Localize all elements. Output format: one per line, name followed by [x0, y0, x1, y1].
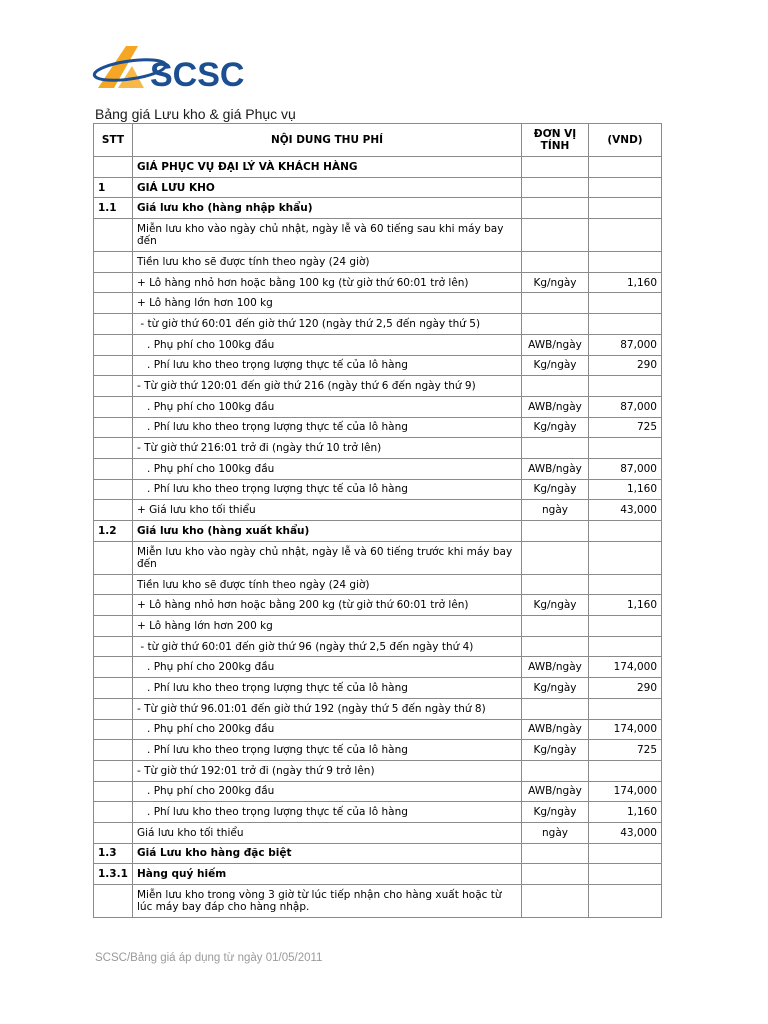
- table-row: [94, 885, 662, 918]
- cell-price: 43,000: [589, 500, 662, 521]
- cell-unit: [522, 293, 589, 314]
- table-row: [94, 252, 662, 273]
- cell-price: [589, 376, 662, 397]
- cell-stt: 1.2: [94, 521, 133, 542]
- cell-stt: [94, 479, 133, 500]
- cell-stt: 1.3: [94, 843, 133, 864]
- scsc-logo: [92, 44, 272, 96]
- cell-unit: Kg/ngày: [522, 355, 589, 376]
- cell-stt: [94, 595, 133, 616]
- cell-content: . Phí lưu kho theo trọng lượng thực tế của lô hàng: [133, 417, 522, 438]
- cell-stt: [94, 334, 133, 355]
- table-row: [94, 314, 662, 335]
- cell-unit: [522, 157, 589, 178]
- cell-unit: [522, 438, 589, 459]
- cell-content: + Lô hàng lớn hơn 200 kg: [133, 616, 522, 637]
- cell-unit: AWB/ngày: [522, 719, 589, 740]
- cell-unit: AWB/ngày: [522, 657, 589, 678]
- cell-price: 174,000: [589, 657, 662, 678]
- cell-stt: [94, 500, 133, 521]
- footer-note: SCSC/Bảng giá áp dụng từ ngày 01/05/2011: [95, 952, 323, 964]
- cell-content: + Lô hàng nhỏ hơn hoặc bằng 200 kg (từ giờ thứ 60:01 trở lên): [133, 595, 522, 616]
- cell-price: 725: [589, 417, 662, 438]
- cell-unit: AWB/ngày: [522, 781, 589, 802]
- cell-price: 1,160: [589, 802, 662, 823]
- logo-text: SCSC: [150, 56, 245, 94]
- cell-content: Miễn lưu kho vào ngày chủ nhật, ngày lễ và 60 tiếng trước khi máy bay đến: [133, 541, 522, 574]
- document-title: Bảng giá Lưu kho & giá Phục vụ: [95, 106, 296, 122]
- cell-stt: [94, 252, 133, 273]
- cell-unit: Kg/ngày: [522, 678, 589, 699]
- cell-unit: [522, 636, 589, 657]
- cell-price: [589, 314, 662, 335]
- cell-price: [589, 636, 662, 657]
- cell-price: 1,160: [589, 272, 662, 293]
- table-row: [94, 760, 662, 781]
- cell-unit: [522, 885, 589, 918]
- cell-price: 174,000: [589, 719, 662, 740]
- cell-price: [589, 698, 662, 719]
- table-row: [94, 595, 662, 616]
- table-row: [94, 376, 662, 397]
- cell-content: . Phí lưu kho theo trọng lượng thực tế của lô hàng: [133, 678, 522, 699]
- cell-price: 43,000: [589, 822, 662, 843]
- table-row: [94, 198, 662, 219]
- cell-unit: [522, 177, 589, 198]
- cell-stt: [94, 760, 133, 781]
- cell-content: - Từ giờ thứ 216:01 trở đi (ngày thứ 10 trở lên): [133, 438, 522, 459]
- cell-stt: [94, 293, 133, 314]
- cell-price: 87,000: [589, 334, 662, 355]
- table-row: [94, 636, 662, 657]
- cell-unit: Kg/ngày: [522, 595, 589, 616]
- cell-stt: [94, 417, 133, 438]
- table-row: [94, 479, 662, 500]
- table-row: [94, 657, 662, 678]
- cell-price: [589, 521, 662, 542]
- cell-unit: [522, 541, 589, 574]
- cell-content: . Phụ phí cho 200kg đầu: [133, 657, 522, 678]
- header-unit: ĐƠN VỊ TÍNH: [522, 124, 589, 157]
- cell-price: 1,160: [589, 595, 662, 616]
- cell-content: - Từ giờ thứ 120:01 đến giờ thứ 216 (ngày thứ 6 đến ngày thứ 9): [133, 376, 522, 397]
- cell-price: [589, 574, 662, 595]
- cell-unit: [522, 376, 589, 397]
- cell-unit: [522, 219, 589, 252]
- table-row: [94, 219, 662, 252]
- table-row: [94, 864, 662, 885]
- cell-stt: [94, 272, 133, 293]
- cell-price: 725: [589, 740, 662, 761]
- cell-unit: AWB/ngày: [522, 334, 589, 355]
- table-row: [94, 616, 662, 637]
- cell-stt: [94, 314, 133, 335]
- cell-price: [589, 219, 662, 252]
- table-row: [94, 334, 662, 355]
- cell-content: + Giá lưu kho tối thiểu: [133, 500, 522, 521]
- cell-unit: Kg/ngày: [522, 479, 589, 500]
- cell-price: [589, 198, 662, 219]
- table-row: [94, 438, 662, 459]
- cell-content: . Phụ phí cho 200kg đầu: [133, 781, 522, 802]
- cell-stt: 1.3.1: [94, 864, 133, 885]
- cell-stt: [94, 396, 133, 417]
- table-row: [94, 541, 662, 574]
- cell-stt: [94, 719, 133, 740]
- table-row: [94, 843, 662, 864]
- cell-unit: [522, 314, 589, 335]
- cell-content: Giá lưu kho tối thiểu: [133, 822, 522, 843]
- table-row: [94, 177, 662, 198]
- cell-stt: [94, 541, 133, 574]
- cell-content: + Lô hàng nhỏ hơn hoặc bằng 100 kg (từ giờ thứ 60:01 trở lên): [133, 272, 522, 293]
- cell-content: - từ giờ thứ 60:01 đến giờ thứ 120 (ngày thứ 2,5 đến ngày thứ 5): [133, 314, 522, 335]
- cell-stt: [94, 219, 133, 252]
- cell-stt: 1: [94, 177, 133, 198]
- table-row: [94, 822, 662, 843]
- cell-price: [589, 885, 662, 918]
- cell-content: Hàng quý hiếm: [133, 864, 522, 885]
- cell-price: [589, 541, 662, 574]
- header-stt: STT: [94, 124, 133, 157]
- table-header-row: [94, 124, 662, 157]
- cell-stt: [94, 698, 133, 719]
- cell-price: [589, 438, 662, 459]
- cell-stt: [94, 740, 133, 761]
- cell-content: - Từ giờ thứ 192:01 trở đi (ngày thứ 9 trở lên): [133, 760, 522, 781]
- cell-content: . Phụ phí cho 100kg đầu: [133, 334, 522, 355]
- cell-content: GIÁ PHỤC VỤ ĐẠI LÝ VÀ KHÁCH HÀNG: [133, 157, 522, 178]
- cell-content: . Phụ phí cho 100kg đầu: [133, 458, 522, 479]
- cell-stt: [94, 678, 133, 699]
- cell-stt: [94, 574, 133, 595]
- table-row: [94, 740, 662, 761]
- cell-price: [589, 252, 662, 273]
- cell-content: Tiền lưu kho sẽ được tính theo ngày (24 giờ): [133, 574, 522, 595]
- cell-price: [589, 843, 662, 864]
- cell-content: Tiền lưu kho sẽ được tính theo ngày (24 giờ): [133, 252, 522, 273]
- cell-content: . Phụ phí cho 200kg đầu: [133, 719, 522, 740]
- scsc-logo-icon: [92, 44, 272, 96]
- table-row: [94, 802, 662, 823]
- table-row: [94, 678, 662, 699]
- cell-unit: [522, 843, 589, 864]
- cell-unit: [522, 521, 589, 542]
- cell-price: [589, 157, 662, 178]
- cell-stt: [94, 376, 133, 397]
- cell-content: + Lô hàng lớn hơn 100 kg: [133, 293, 522, 314]
- table-row: [94, 293, 662, 314]
- cell-unit: Kg/ngày: [522, 740, 589, 761]
- cell-price: 174,000: [589, 781, 662, 802]
- cell-content: Giá Lưu kho hàng đặc biệt: [133, 843, 522, 864]
- cell-unit: [522, 864, 589, 885]
- cell-stt: [94, 636, 133, 657]
- table-row: [94, 521, 662, 542]
- cell-unit: AWB/ngày: [522, 396, 589, 417]
- cell-content: . Phí lưu kho theo trọng lượng thực tế của lô hàng: [133, 802, 522, 823]
- cell-unit: AWB/ngày: [522, 458, 589, 479]
- cell-content: Miễn lưu kho vào ngày chủ nhật, ngày lễ và 60 tiếng sau khi máy bay đến: [133, 219, 522, 252]
- cell-price: 290: [589, 678, 662, 699]
- cell-unit: Kg/ngày: [522, 802, 589, 823]
- cell-unit: [522, 616, 589, 637]
- cell-stt: [94, 438, 133, 459]
- cell-price: 290: [589, 355, 662, 376]
- cell-content: - từ giờ thứ 60:01 đến giờ thứ 96 (ngày thứ 2,5 đến ngày thứ 4): [133, 636, 522, 657]
- table-row: [94, 698, 662, 719]
- cell-content: Miễn lưu kho trong vòng 3 giờ từ lúc tiếp nhận cho hàng xuất hoặc từ lúc máy bay đáp cho hàng nhập.: [133, 885, 522, 918]
- table-row: [94, 355, 662, 376]
- cell-price: [589, 293, 662, 314]
- price-table: [93, 123, 662, 918]
- cell-content: . Phí lưu kho theo trọng lượng thực tế của lô hàng: [133, 355, 522, 376]
- cell-stt: [94, 157, 133, 178]
- cell-content: . Phụ phí cho 100kg đầu: [133, 396, 522, 417]
- cell-price: [589, 760, 662, 781]
- cell-price: [589, 616, 662, 637]
- cell-unit: [522, 198, 589, 219]
- table-row: [94, 500, 662, 521]
- cell-unit: ngày: [522, 500, 589, 521]
- cell-content: GIÁ LƯU KHO: [133, 177, 522, 198]
- table-row: [94, 396, 662, 417]
- cell-stt: [94, 657, 133, 678]
- cell-content: Giá lưu kho (hàng xuất khẩu): [133, 521, 522, 542]
- cell-unit: [522, 252, 589, 273]
- cell-content: . Phí lưu kho theo trọng lượng thực tế của lô hàng: [133, 740, 522, 761]
- cell-price: [589, 177, 662, 198]
- cell-content: Giá lưu kho (hàng nhập khẩu): [133, 198, 522, 219]
- table-row: [94, 417, 662, 438]
- table-row: [94, 781, 662, 802]
- cell-stt: [94, 781, 133, 802]
- header-price: (VND): [589, 124, 662, 157]
- table-row: [94, 574, 662, 595]
- cell-stt: [94, 822, 133, 843]
- cell-content: - Từ giờ thứ 96.01:01 đến giờ thứ 192 (ngày thứ 5 đến ngày thứ 8): [133, 698, 522, 719]
- header-content: NỘI DUNG THU PHÍ: [133, 124, 522, 157]
- cell-content: . Phí lưu kho theo trọng lượng thực tế của lô hàng: [133, 479, 522, 500]
- table-row: [94, 272, 662, 293]
- cell-price: 1,160: [589, 479, 662, 500]
- cell-stt: [94, 802, 133, 823]
- table-body: [94, 157, 662, 918]
- table-row: [94, 157, 662, 178]
- cell-unit: [522, 698, 589, 719]
- cell-stt: [94, 616, 133, 637]
- cell-unit: ngày: [522, 822, 589, 843]
- cell-unit: Kg/ngày: [522, 272, 589, 293]
- cell-stt: 1.1: [94, 198, 133, 219]
- cell-stt: [94, 355, 133, 376]
- cell-stt: [94, 458, 133, 479]
- cell-stt: [94, 885, 133, 918]
- cell-unit: [522, 760, 589, 781]
- table-row: [94, 458, 662, 479]
- table-row: [94, 719, 662, 740]
- cell-unit: [522, 574, 589, 595]
- cell-price: [589, 864, 662, 885]
- cell-price: 87,000: [589, 396, 662, 417]
- cell-price: 87,000: [589, 458, 662, 479]
- cell-unit: Kg/ngày: [522, 417, 589, 438]
